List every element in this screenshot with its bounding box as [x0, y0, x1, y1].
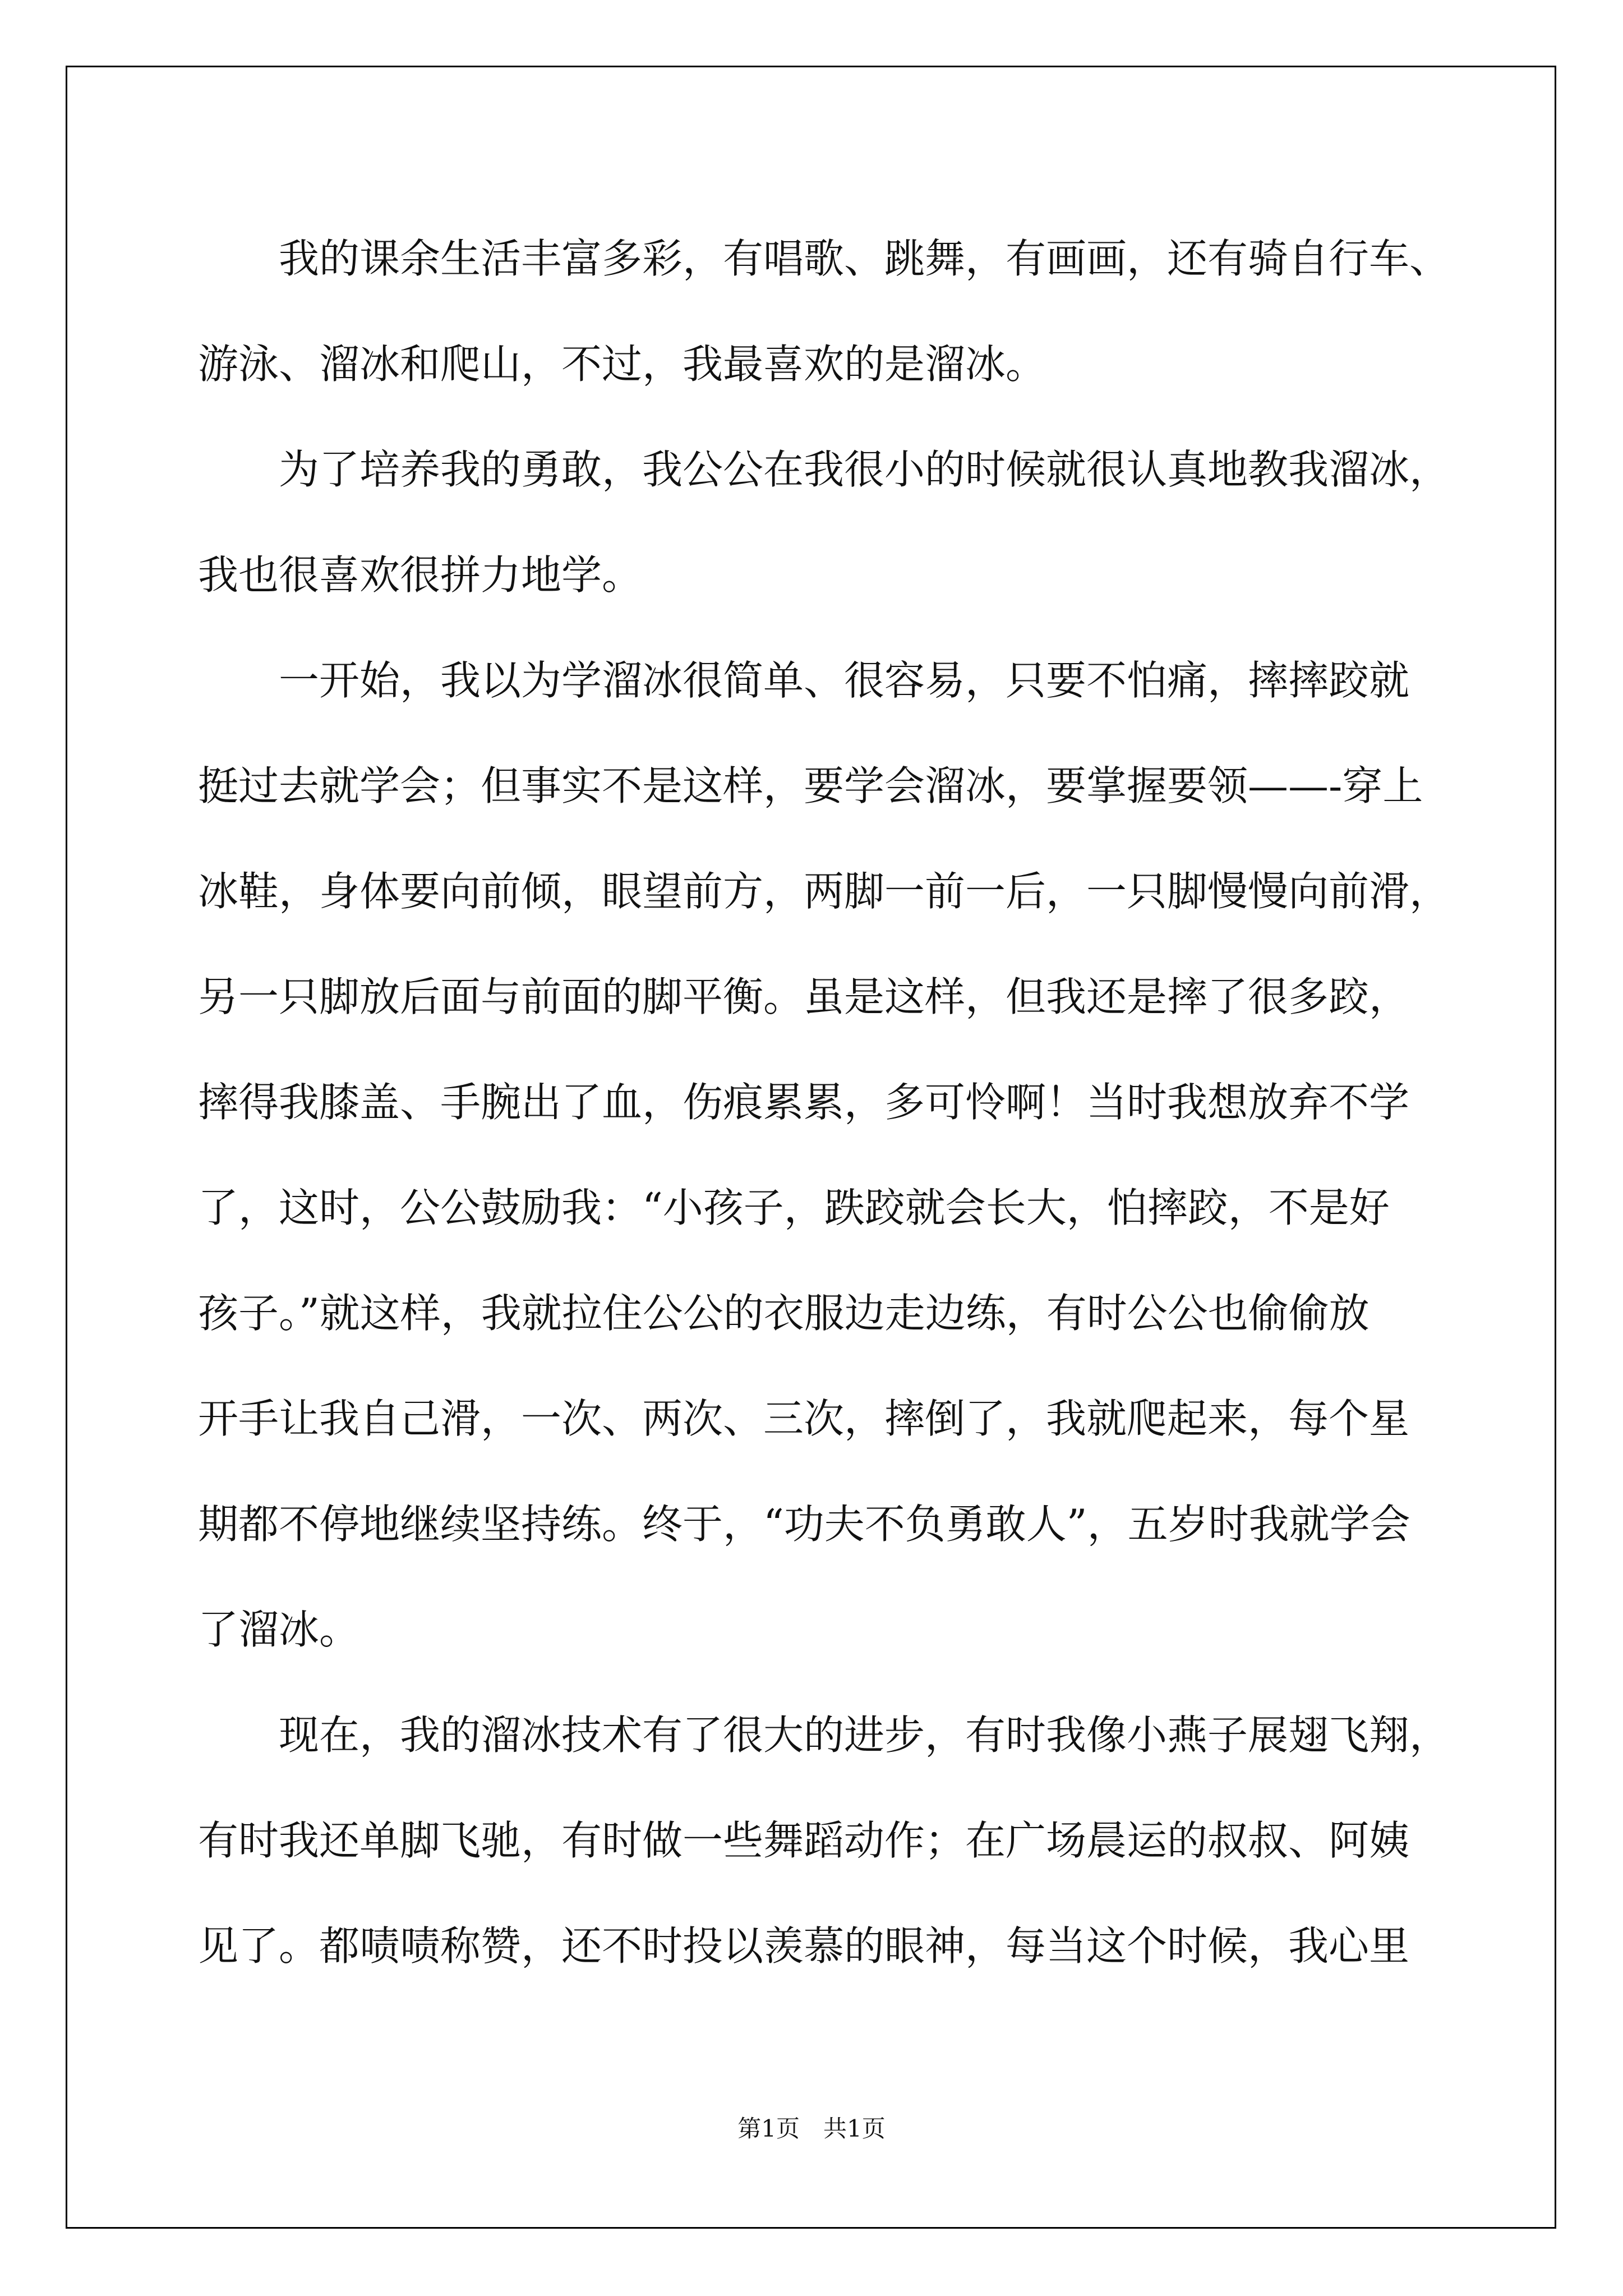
text-line: 冰鞋，身体要向前倾，眼望前方，两脚一前一后，一只脚慢慢向前滑，	[198, 868, 1450, 915]
document-body	[198, 206, 1450, 1999]
text-line: 挺过去就学会；但事实不是这样，要学会溜冰，要掌握要领——-穿上	[198, 762, 1423, 809]
text-line: 摔得我膝盖、手腕出了血，伤痕累累，多可怜啊！当时我想放弃不学	[198, 1079, 1410, 1126]
text-line: 为了培养我的勇敢，我公公在我很小的时候就很认真地教我溜冰，	[279, 446, 1450, 493]
page-number: 第1页	[737, 2115, 800, 2142]
text-line: 见了。都啧啧称赞，还不时投以羡慕的眼神，每当这个时候，我心里	[198, 1922, 1410, 1970]
text-line: 开手让我自己滑，一次、两次、三次，摔倒了，我就爬起来，每个星	[198, 1395, 1410, 1442]
page-total: 共1页	[823, 2115, 886, 2142]
text-line: 孩子。”就这样，我就拉住公公的衣服边走边练，有时公公也偷偷放	[198, 1290, 1370, 1337]
text-line: 我的课余生活丰富多彩，有唱歌、跳舞，有画画，还有骑自行车、	[279, 235, 1450, 282]
page-footer	[0, 2112, 1623, 2146]
text-line: 现在，我的溜冰技术有了很大的进步，有时我像小燕子展翅飞翔，	[279, 1711, 1450, 1759]
text-line: 期都不停地继续坚持练。终于，“功夫不负勇敢人”，五岁时我就学会	[198, 1501, 1410, 1548]
text-line: 另一只脚放后面与前面的脚平衡。虽是这样，但我还是摔了很多跤，	[198, 973, 1410, 1020]
text-line: 游泳、溜冰和爬山，不过，我最喜欢的是溜冰。	[198, 341, 1046, 388]
text-line: 我也很喜欢很拼力地学。	[198, 551, 643, 599]
text-line: 了，这时，公公鼓励我：“小孩子，跌跤就会长大，怕摔跤，不是好	[198, 1184, 1390, 1231]
text-line: 了溜冰。	[198, 1606, 360, 1653]
text-line: 一开始，我以为学溜冰很简单、很容易，只要不怕痛，摔摔跤就	[279, 657, 1410, 704]
text-line: 有时我还单脚飞驰，有时做一些舞蹈动作；在广场晨运的叔叔、阿姨	[198, 1817, 1410, 1864]
